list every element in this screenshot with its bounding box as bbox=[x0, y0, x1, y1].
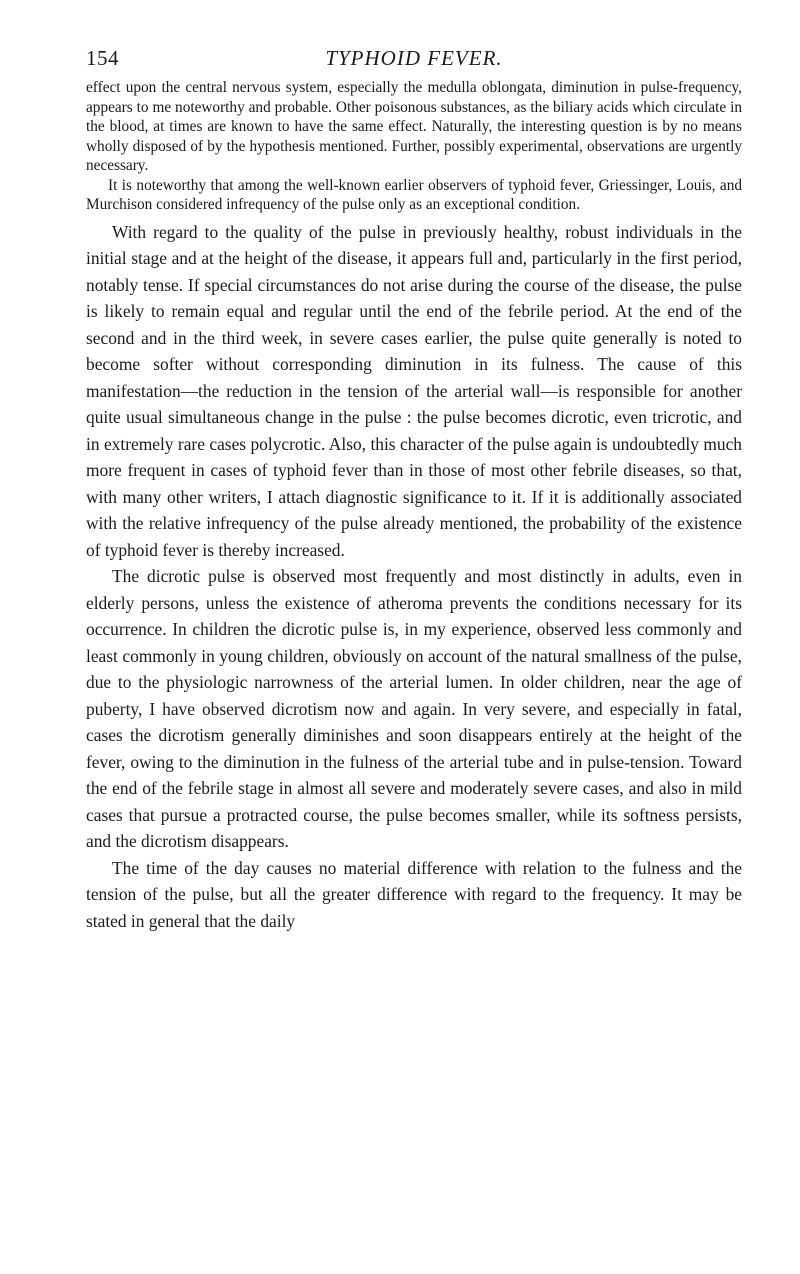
small-paragraph-2: It is noteworthy that among the well-known earlier observers of typhoid fever, Griessinger, Louis, and Murchison considered infrequency of the pulse only as an exceptional condition. bbox=[86, 176, 742, 213]
book-page bbox=[86, 44, 742, 934]
small-print-section bbox=[86, 78, 742, 215]
body-paragraph-dicrotic-pulse: The dicrotic pulse is observed most frequently and most distinctly in adults, even in elderly persons, unless the existence of atheroma prevents the conditions necessary for its occurrence. In children the dicrotic pulse is, in my experience, observed less commonly and least commonly in young children, obviously on account of the natural smallness of the pulse, due to the physiologic narrowness of the arterial lumen. In older children, near the age of puberty, I have observed dicrotism now and again. In very severe, and especially in fatal, cases the dicrotism generally diminishes and soon disappears entirely at the height of the fever, owing to the diminution in the fulness of the arterial tube and in pulse-tension. Toward the end of the febrile stage in almost all severe and moderately severe cases, and also in mild cases that pursue a protracted course, the pulse becomes smaller, while its softness persists, and the dicrotism disappears. bbox=[86, 566, 742, 851]
body-paragraph-pulse-quality: With regard to the quality of the pulse in previously healthy, robust individuals in the initial stage and at the height of the disease, it appears full and, particularly in the first period, notably tense. If special circumstances do not arise during the course of the disease, the pulse is likely to remain equal and regular until the end of the febrile period. At the end of the second and in the third week, in severe cases earlier, the pulse quite generally is noted to become softer without corresponding diminution in its fulness. The cause of this manifestation—the reduction in the tension of the arterial wall—is responsible for another quite usual simultaneous change in the pulse : the pulse becomes dicrotic, even tricrotic, and in extremely rare cases polycrotic. Also, this character of the pulse again is undoubtedly much more frequent in cases of typhoid fever than in those of most other febrile diseases, so that, with many other writers, I attach diagnostic significance to it. If it is additionally associated with the relative infrequency of the pulse already mentioned, the probability of the existence of typhoid fever is thereby increased. bbox=[86, 221, 742, 560]
body-text-section bbox=[86, 219, 742, 935]
running-title: TYPHOID FEVER. bbox=[325, 46, 503, 70]
running-head bbox=[86, 44, 742, 78]
page-number: 154 bbox=[86, 46, 119, 70]
body-paragraph-time-of-day: The time of the day causes no material difference with relation to the fulness and the tension of the pulse, but all the greater difference with regard to the frequency. It may be stated in general that the daily bbox=[86, 857, 742, 931]
small-paragraph-1: effect upon the central nervous system, especially the medulla oblongata, diminution in pulse-frequency, appears to me noteworthy and probable. Other poisonous substances, as the biliary acids which circulate in the blood, at times are known to have the same effect. Naturally, the interesting question is by no means wholly disposed of by the hypothesis mentioned. Further, possibly experimental, observations are urgently necessary. bbox=[86, 79, 742, 174]
